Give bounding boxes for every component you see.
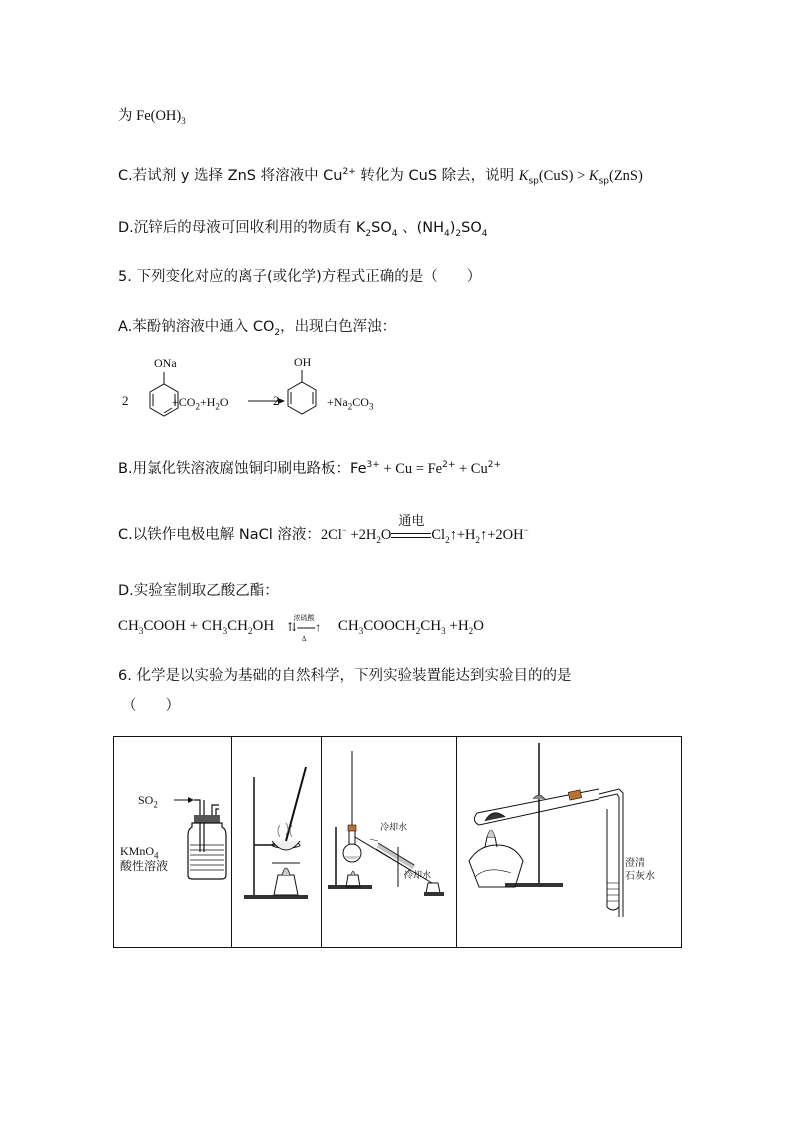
- distillation-drawing: [322, 737, 455, 947]
- apparatus-c-distillation: [321, 737, 456, 947]
- limewater-label-1: 澄清: [625, 858, 645, 869]
- option-d-recycle: D.沉锌后的母液可回收利用的物质有 $K_2SO_4$ 、$(NH_4)_2SO_4$: [118, 220, 488, 239]
- gas-wash-bottle-drawing: [114, 737, 229, 947]
- question-6: 6. 化学是以实验为基础的自然科学，下列实验装置能达到实验目的的是: [118, 668, 572, 684]
- cooling-water-in-label: 冷却水: [380, 822, 408, 832]
- continuation-line: 为 $Fe(OH)_3$: [118, 108, 186, 126]
- cooling-water-out-label: 冷却水: [404, 870, 432, 880]
- apparatus-table: [113, 736, 682, 948]
- q5-option-a-equation: 2 ONa $+CO_2+H_2O$ 2 OH $+Na_2CO_3$: [118, 354, 418, 424]
- q5-option-a: A.苯酚钠溶液中通入 $CO_2$，出现白色浑浊：: [118, 319, 397, 338]
- apparatus-d-heating: [456, 737, 681, 947]
- q5-option-d: D.实验室制取乙酸乙酯：: [118, 583, 279, 599]
- limewater-label-2: 石灰水: [625, 871, 655, 882]
- acidic-solution-label: 酸性溶液: [120, 859, 169, 873]
- question-6-paren: （ ）: [122, 698, 180, 714]
- q5-option-b: B.用氯化铁溶液腐蚀铜印刷电路板：$Fe^{3+} + Cu = Fe^{2+} + Cu^{2+}$: [118, 460, 502, 477]
- evaporation-drawing: [232, 737, 320, 947]
- q5-option-c: C.以铁作电极电解 NaCl 溶液：$2Cl^- +2H_2O$ 通电 $Cl_2↑+H_2↑+2OH^-$: [118, 512, 529, 545]
- q5-option-d-equation: $CH_3COOH + CH_3CH_2OH$ 浓硫酸 ⇅⎯⎯⎯↑ Δ $CH_3COOCH_2CH_3 +H_2O$: [118, 613, 485, 643]
- kmno4-label: KMnO$_4$: [120, 844, 159, 861]
- heating-limewater-drawing: [457, 737, 683, 947]
- question-5: 5. 下列变化对应的离子(或化学)方程式正确的是（ ）: [118, 269, 482, 285]
- apparatus-b-evaporation: [231, 737, 321, 947]
- option-c-ksp: C.若试剂 y 选择 ZnS 将溶液中 $Cu^{2+}$ 转化为 CuS 除去，说明 $K_{sp}(CuS) > K_{sp}(ZnS)$: [118, 167, 643, 187]
- so2-label: $SO_2$: [138, 793, 158, 810]
- apparatus-a-gas-bottle: [114, 737, 231, 947]
